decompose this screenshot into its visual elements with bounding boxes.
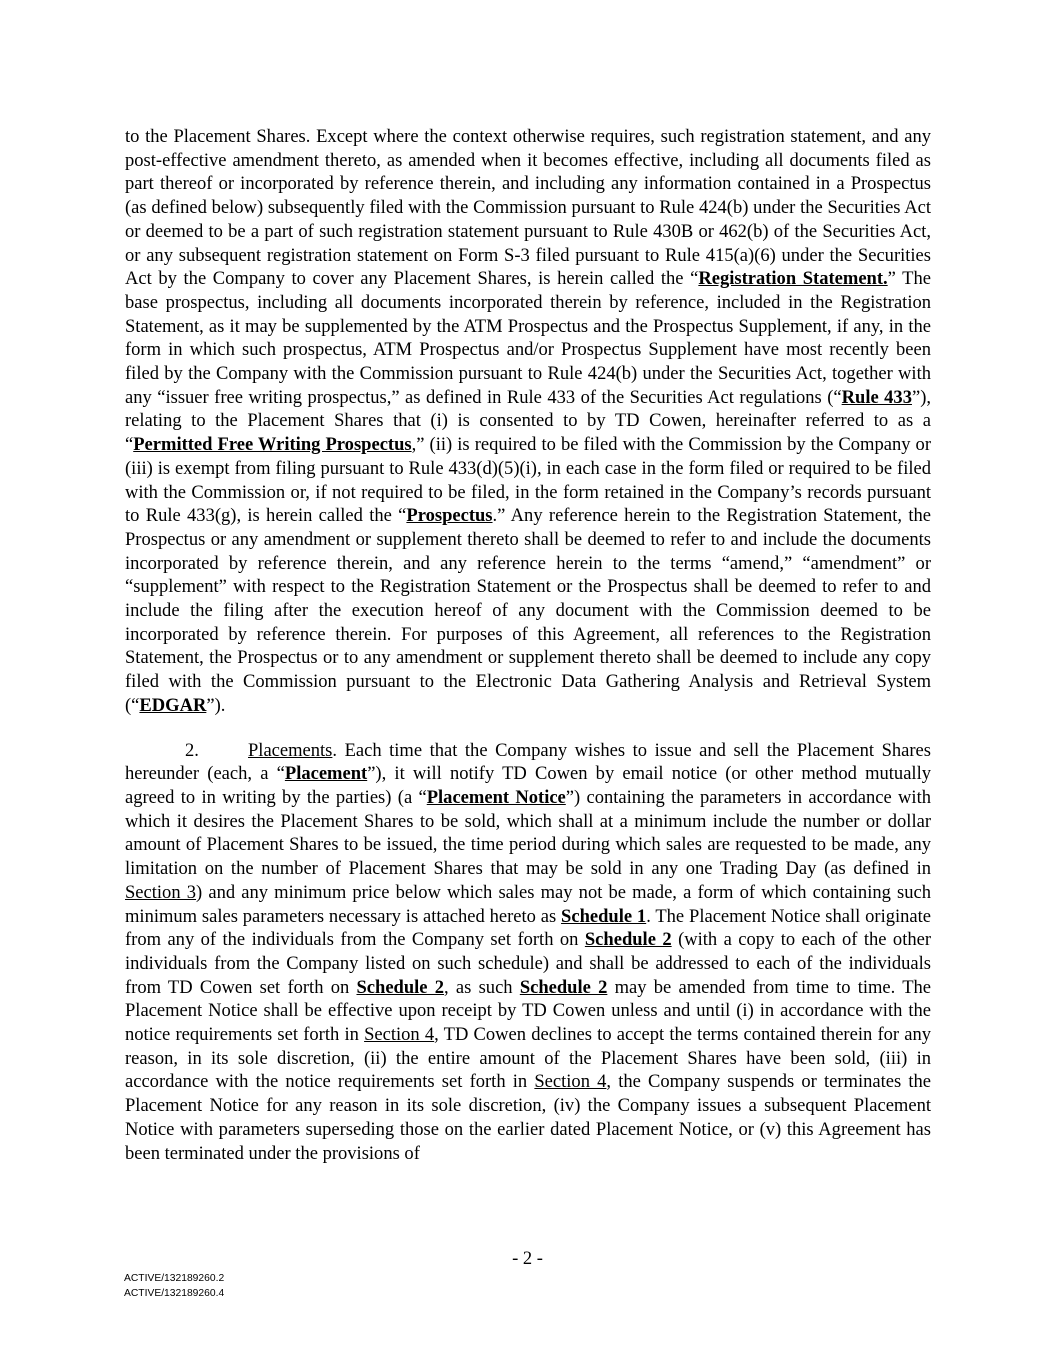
placements-section-body (125, 740, 931, 1164)
text-run: ) and any minimum price below which sales may not be made, a form of which containing such minimum sales parameters necessary is attached hereto as (125, 881, 932, 927)
text-run: ”) containing the parameters in accordance with which it desires the Placement Shares to be sold, which shall at a minimum include the number or dollar amount of Placement Shares to be issued, the time period during which sales are requested to be made, any limitation on the number of Placement Shares that may be sold in any one Trading Day (as defined in (125, 786, 931, 880)
text-run: to the Placement Shares. Except where the context otherwise requires, such registration statement, and any post-effective amendment thereto, as amended when it becomes effective, including all documents filed as part thereof or incorporated by reference therein, and including any information contained in a Prospectus (as defined below) subsequently filed with the Commission pursuant to Rule 424(b) under the Securities Act or deemed to be a part of such registration statement pursuant to Rule 430B or 462(b) of the Securities Act, or any subsequent registration statement on Form S-3 filed pursuant to Rule 415(a)(6) under the Securities Act by the Company to cover any Placement Shares, is herein called the “ (125, 126, 931, 290)
defined-term: Placement Notice (426, 786, 566, 808)
document-body (125, 125, 931, 1165)
text-run: ” The base prospectus, including all documents incorporated therein by reference, included in the Registration Statement, as it may be supplemented by the ATM Prospectus and the Prospectus Supplement, if any, in the form in which such prospectus, ATM Prospectus and/or Prospectus Supplement have most recently been filed by the Company with the Commission pursuant to Rule 424(b) under the Securities Act, together with any “issuer free writing prospectus,” as defined in Rule 433 of the Securities Act regulations (“ (125, 268, 931, 408)
section-reference: Section 3 (125, 881, 197, 903)
text-run: ”), it will notify TD Cowen by email notice (or other method mutually agreed to in writing by the parties) (a “ (125, 763, 931, 808)
text-run: .” Any reference herein to the Registration Statement, the Prospectus or any amendment or supplement thereto shall be deemed to refer to and include the documents incorporated by reference therein, and any reference herein to the terms “amend,” “amendment” or “supplement” with respect to the Registration Statement or the Prospectus shall be deemed to refer to and include the filing after the execution hereof of any document with the Commission deemed to be incorporated by reference therein. For purposes of this Agreement, all references to the Registration Statement, the Prospectus or to any amendment or supplement thereto shall be deemed to include any copy filed with the Commission pursuant to the Electronic Data Gathering Analysis and Retrieval System (“ (125, 505, 931, 716)
document-id: ACTIVE/132189260.4 (124, 1288, 225, 1299)
text-run: , TD Cowen declines to accept the terms contained therein for any reason, in its sole discretion, (ii) the entire amount of the Placement Shares have been sold, (iii) in accordance with the notice requirements set forth in (125, 1024, 932, 1093)
text-run: ”), relating to the Placement Shares that (i) is consented to by TD Cowen, hereinafter referred to as a “ (125, 386, 931, 456)
defined-term: Schedule 1 (561, 905, 647, 927)
defined-term: Schedule 2 (519, 976, 608, 998)
registration-statement-paragraph (125, 125, 931, 718)
section-number: 2. (185, 739, 199, 761)
text-run: , the Company suspends or terminates the Placement Notice for any reason in its sole discretion, (iv) the Company issues a subsequent Placement Notice with parameters superseding those on the earlier dated Placement Notice, or (v) this Agreement has been terminated under the provisions of (125, 1071, 931, 1164)
defined-term: Prospectus (406, 505, 493, 527)
defined-term: EDGAR (139, 694, 207, 716)
defined-term: Permitted Free Writing Prospectus (133, 434, 412, 456)
defined-term: Schedule 2 (584, 929, 672, 951)
placements-section-paragraph (125, 739, 931, 1166)
section-heading-placements: Placements (248, 739, 333, 761)
section-reference: Section 4 (534, 1071, 607, 1093)
text-run: . The Placement Notice shall originate from any of the individuals from the Company set forth on (125, 905, 932, 951)
text-run: . Each time that the Company wishes to issue and sell the Placement Shares hereunder (each, a “ (125, 739, 931, 785)
defined-term: Rule 433 (841, 386, 912, 408)
page-number: - 2 - (512, 1249, 543, 1269)
document-id-footer (124, 1271, 224, 1301)
section-reference: Section 4 (364, 1024, 435, 1046)
text-run: , as such (444, 976, 520, 998)
document-id: ACTIVE/132189260.2 (124, 1273, 225, 1284)
text-run: ,” (ii) is required to be filed with the Commission by the Company or (iii) is exempt from filing pursuant to Rule 433(d)(5)(i), in each case in the form filed or required to be filed with the Commission or, if not required to be filed, in the form retained in the Company’s records pursuant to Rule 433(g), is herein called the “ (125, 434, 931, 527)
text-run: may be amended from time to time. The Placement Notice shall be effective upon receipt by TD Cowen unless and until (i) in accordance with the notice requirements set forth in (125, 976, 932, 1046)
defined-term: Placement (284, 763, 368, 785)
defined-term: Registration Statement. (698, 268, 888, 290)
defined-term: Schedule 2 (356, 976, 445, 998)
text-run: (with a copy to each of the other individuals from the Company listed on such schedule) and shall be addressed to each of the individuals from TD Cowen set forth on (125, 929, 931, 998)
text-run: ”). (206, 694, 226, 716)
